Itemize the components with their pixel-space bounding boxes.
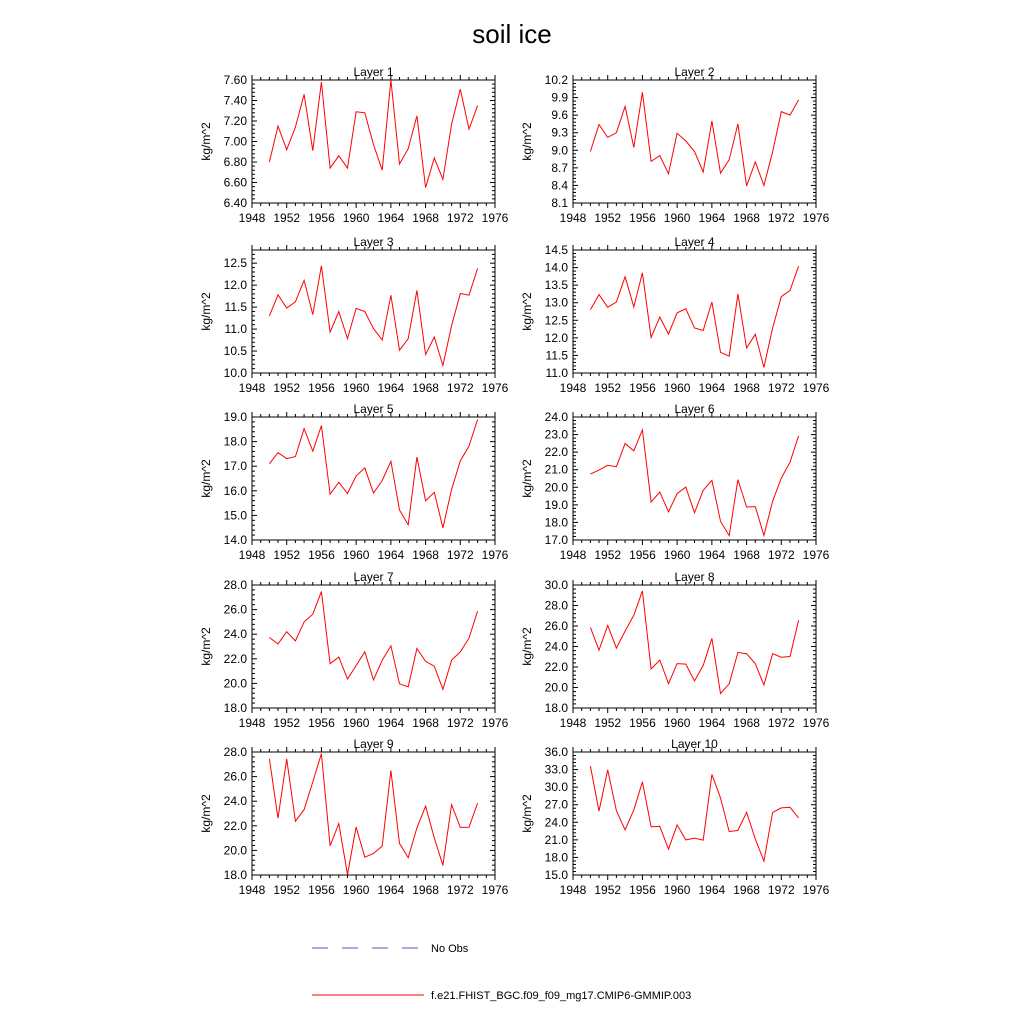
layer-8-xtick-label: 1960: [663, 716, 691, 730]
layer-9-panel: [199, 737, 509, 897]
layer-2-xtick-label: 1956: [629, 211, 656, 225]
layer-2-frame: [573, 80, 816, 203]
layer-6-title: Layer 6: [674, 402, 715, 416]
layer-4-xtick-label: 1952: [594, 381, 622, 395]
layer-2-ytick-label: 9.0: [551, 143, 568, 158]
layer-2-ytick-label: 8.1: [551, 196, 568, 210]
layer-8-ytick-label: 18.0: [544, 701, 568, 715]
layer-4-xtick-label: 1960: [663, 381, 691, 395]
layer-10-ytick-label: 27.0: [544, 797, 568, 812]
layer-2-ytick-label: 9.9: [551, 90, 568, 105]
layer-4-xtick-label: 1964: [698, 381, 726, 395]
layer-7-xtick-label: 1972: [446, 716, 474, 730]
layer-6-ytick-label: 20.0: [544, 480, 568, 495]
layer-6-xtick-label: 1972: [767, 548, 795, 562]
layer-4-xtick-label: 1956: [629, 381, 656, 395]
layer-3-xtick-label: 1956: [308, 381, 335, 395]
layer-4-title: Layer 4: [674, 235, 715, 249]
layer-10-xtick-label: 1952: [594, 883, 622, 897]
layer-10-xtick-label: 1976: [802, 883, 830, 897]
legend: [312, 943, 691, 1002]
layer-8-frame: [573, 585, 816, 708]
layer-6-frame: [573, 417, 816, 540]
layer-9-xtick-label: 1976: [481, 883, 509, 897]
layer-9-xtick-label: 1948: [238, 883, 266, 897]
layer-1-xtick-label: 1972: [446, 211, 474, 225]
layer-5-xtick-label: 1964: [377, 548, 405, 562]
layer-4-frame: [573, 250, 816, 373]
layer-2-ytick-label: 8.4: [551, 178, 568, 193]
layer-5-ytick-label: 14.0: [223, 533, 247, 547]
layer-10-ytick-label: 36.0: [544, 745, 568, 759]
layer-8-ytick-label: 24.0: [544, 639, 568, 654]
layer-1-xtick-label: 1960: [342, 211, 370, 225]
layer-4-ytick-label: 14.5: [544, 243, 568, 257]
layer-3-xtick-label: 1972: [446, 381, 474, 395]
layer-5-panel: [199, 402, 509, 562]
layer-3-xtick-label: 1968: [412, 381, 439, 395]
layer-6-ytick-label: 17.0: [544, 533, 568, 547]
layer-6-ytick-label: 21.0: [544, 462, 568, 477]
layer-10-series-line: [590, 766, 798, 861]
layer-2-xtick-label: 1964: [698, 211, 726, 225]
layer-7-xtick-label: 1956: [308, 716, 335, 730]
layer-3-xtick-label: 1960: [342, 381, 370, 395]
legend-label-model: f.e21.FHIST_BGC.f09_f09_mg17.CMIP6-GMMIP.003: [431, 990, 692, 1002]
layer-9-ytick-label: 18.0: [223, 868, 247, 882]
layer-6-series-line: [590, 430, 798, 536]
layer-10-title: Layer 10: [671, 737, 718, 751]
layer-4-ytick-label: 13.0: [544, 295, 568, 310]
layer-2-ytick-label: 10.2: [544, 73, 568, 87]
layer-2-xtick-label: 1968: [733, 211, 760, 225]
layer-4-ylabel: kg/m^2: [520, 292, 534, 331]
layer-5-xtick-label: 1968: [412, 548, 439, 562]
layer-1-ytick-label: 6.40: [223, 196, 247, 210]
layer-3-ylabel: kg/m^2: [199, 292, 213, 331]
layer-3-title: Layer 3: [353, 235, 394, 249]
layer-10-ytick-label: 30.0: [544, 780, 568, 795]
layer-10-ytick-label: 18.0: [544, 850, 568, 865]
layer-4-xtick-label: 1948: [559, 381, 587, 395]
layer-6-ytick-label: 22.0: [544, 445, 568, 460]
layer-7-xtick-label: 1960: [342, 716, 370, 730]
panels: [199, 65, 830, 897]
layer-2-xtick-label: 1960: [663, 211, 691, 225]
layer-4-ytick-label: 12.5: [544, 313, 568, 328]
layer-5-title: Layer 5: [353, 402, 394, 416]
layer-3-xtick-label: 1952: [273, 381, 301, 395]
layer-1-xtick-label: 1952: [273, 211, 301, 225]
layer-6-ylabel: kg/m^2: [520, 459, 534, 498]
layer-8-ytick-label: 20.0: [544, 680, 568, 695]
layer-1-xtick-label: 1948: [238, 211, 266, 225]
layer-9-xtick-label: 1952: [273, 883, 301, 897]
layer-1-ytick-label: 7.60: [223, 73, 247, 87]
layer-6-panel: [520, 402, 830, 562]
layer-5-ytick-label: 19.0: [223, 410, 247, 424]
layer-1-xtick-label: 1976: [481, 211, 509, 225]
layer-4-ytick-label: 12.0: [544, 330, 568, 345]
layer-8-xtick-label: 1952: [594, 716, 622, 730]
layer-10-xtick-label: 1964: [698, 883, 726, 897]
layer-7-xtick-label: 1968: [412, 716, 439, 730]
layer-3-ytick-label: 10.0: [223, 366, 247, 380]
layer-3-xtick-label: 1976: [481, 381, 509, 395]
layer-5-xtick-label: 1976: [481, 548, 509, 562]
layer-6-xtick-label: 1956: [629, 548, 656, 562]
layer-1-ytick-label: 6.80: [223, 155, 247, 169]
layer-5-xtick-label: 1956: [308, 548, 335, 562]
layer-4-ytick-label: 11.0: [545, 366, 568, 380]
layer-10-xtick-label: 1948: [559, 883, 587, 897]
layer-6-xtick-label: 1968: [733, 548, 760, 562]
layer-2-ytick-label: 9.6: [551, 108, 568, 123]
layer-3-frame: [252, 250, 495, 373]
layer-10-ylabel: kg/m^2: [520, 794, 534, 833]
layer-8-xtick-label: 1956: [629, 716, 656, 730]
layer-7-xtick-label: 1976: [481, 716, 509, 730]
layer-9-xtick-label: 1972: [446, 883, 474, 897]
layer-6-xtick-label: 1964: [698, 548, 726, 562]
layer-5-frame: [252, 417, 495, 540]
layer-6-xtick-label: 1976: [802, 548, 830, 562]
layer-8-ytick-label: 28.0: [544, 598, 568, 613]
layer-4-series-line: [590, 266, 798, 367]
layer-1-xtick-label: 1956: [308, 211, 335, 225]
layer-5-xtick-label: 1960: [342, 548, 370, 562]
layer-1-xtick-label: 1968: [412, 211, 439, 225]
layer-9-ytick-label: 24.0: [223, 794, 247, 809]
layer-3-series-line: [269, 266, 477, 366]
layer-9-ylabel: kg/m^2: [199, 794, 213, 833]
layer-9-ytick-label: 26.0: [223, 769, 247, 784]
layer-4-ytick-label: 14.0: [544, 260, 568, 275]
layer-10-xtick-label: 1960: [663, 883, 691, 897]
layer-7-panel: [199, 570, 509, 730]
layer-6-ytick-label: 19.0: [544, 497, 568, 512]
layer-3-panel: [199, 235, 509, 395]
layer-2-panel: [520, 65, 830, 225]
layer-3-ytick-label: 12.0: [223, 278, 247, 293]
layer-10-ytick-label: 21.0: [544, 832, 568, 847]
figure-title: soil ice: [472, 19, 552, 49]
layer-9-ytick-label: 22.0: [223, 818, 247, 833]
layer-2-xtick-label: 1976: [802, 211, 830, 225]
layer-8-ytick-label: 22.0: [544, 660, 568, 674]
layer-8-xtick-label: 1948: [559, 716, 587, 730]
layer-4-ytick-label: 11.5: [545, 348, 568, 363]
layer-5-ylabel: kg/m^2: [199, 459, 213, 498]
layer-8-xtick-label: 1972: [767, 716, 795, 730]
layer-7-title: Layer 7: [353, 570, 394, 584]
layer-4-panel: [520, 235, 830, 395]
layer-10-frame: [573, 752, 816, 875]
layer-6-xtick-label: 1948: [559, 548, 587, 562]
layer-3-ytick-label: 11.0: [224, 322, 247, 337]
layer-6-xtick-label: 1960: [663, 548, 691, 562]
layer-5-xtick-label: 1972: [446, 548, 474, 562]
layer-5-series-line: [269, 420, 477, 528]
layer-1-ylabel: kg/m^2: [199, 122, 213, 161]
layer-9-xtick-label: 1964: [377, 883, 405, 897]
layer-7-ytick-label: 22.0: [223, 651, 247, 666]
layer-5-xtick-label: 1948: [238, 548, 266, 562]
layer-7-ytick-label: 26.0: [223, 602, 247, 617]
layer-8-xtick-label: 1968: [733, 716, 760, 730]
layer-1-ytick-label: 6.60: [223, 175, 247, 190]
layer-4-ytick-label: 13.5: [544, 278, 568, 293]
layer-3-ytick-label: 10.5: [223, 344, 247, 359]
layer-7-ytick-label: 18.0: [223, 701, 247, 715]
layer-9-xtick-label: 1960: [342, 883, 370, 897]
layer-2-ylabel: kg/m^2: [520, 122, 534, 161]
layer-10-ytick-label: 15.0: [544, 868, 568, 882]
layer-2-xtick-label: 1948: [559, 211, 587, 225]
layer-1-ytick-label: 7.00: [223, 134, 247, 149]
layer-4-xtick-label: 1976: [802, 381, 830, 395]
layer-7-xtick-label: 1948: [238, 716, 266, 730]
layer-8-xtick-label: 1976: [802, 716, 830, 730]
layer-7-frame: [252, 585, 495, 708]
layer-7-ytick-label: 28.0: [223, 578, 247, 592]
layer-7-xtick-label: 1952: [273, 716, 301, 730]
layer-5-xtick-label: 1952: [273, 548, 301, 562]
layer-9-xtick-label: 1956: [308, 883, 335, 897]
layer-1-series-line: [269, 80, 477, 188]
layer-7-ytick-label: 20.0: [223, 676, 247, 691]
layer-8-series-line: [590, 591, 798, 694]
layer-1-frame: [252, 80, 495, 203]
layer-2-title: Layer 2: [674, 65, 715, 79]
layer-4-xtick-label: 1968: [733, 381, 760, 395]
layer-7-xtick-label: 1964: [377, 716, 405, 730]
layer-6-xtick-label: 1952: [594, 548, 622, 562]
layer-10-ytick-label: 24.0: [544, 815, 568, 830]
layer-5-ytick-label: 16.0: [223, 483, 247, 498]
layer-6-ytick-label: 23.0: [544, 427, 568, 442]
legend-label-no-obs: No Obs: [431, 943, 469, 955]
layer-1-xtick-label: 1964: [377, 211, 405, 225]
layer-8-title: Layer 8: [674, 570, 715, 584]
layer-10-xtick-label: 1968: [733, 883, 760, 897]
layer-3-ytick-label: 11.5: [224, 300, 247, 315]
layer-9-xtick-label: 1968: [412, 883, 439, 897]
layer-3-ytick-label: 12.5: [223, 256, 247, 271]
layer-1-title: Layer 1: [353, 65, 394, 79]
layer-1-ytick-label: 7.20: [223, 114, 247, 128]
layer-2-xtick-label: 1972: [767, 211, 795, 225]
layer-3-xtick-label: 1948: [238, 381, 266, 395]
layer-9-ytick-label: 28.0: [223, 745, 247, 759]
layer-4-xtick-label: 1972: [767, 381, 795, 395]
layer-5-ytick-label: 18.0: [223, 434, 247, 449]
layer-5-ytick-label: 17.0: [223, 459, 247, 474]
layer-10-ytick-label: 33.0: [544, 762, 568, 777]
layer-8-xtick-label: 1964: [698, 716, 726, 730]
layer-10-panel: [520, 737, 830, 897]
layer-2-ytick-label: 9.3: [551, 125, 568, 140]
layer-9-series-line: [269, 754, 477, 875]
layer-1-panel: [199, 65, 509, 225]
layer-9-title: Layer 9: [353, 737, 394, 751]
layer-3-xtick-label: 1964: [377, 381, 405, 395]
layer-7-ytick-label: 24.0: [223, 627, 247, 642]
layer-7-series-line: [269, 591, 477, 689]
layer-8-panel: [520, 570, 830, 730]
layer-8-ytick-label: 26.0: [544, 619, 568, 633]
layer-2-ytick-label: 8.7: [551, 160, 568, 175]
layer-10-xtick-label: 1956: [629, 883, 656, 897]
layer-6-ytick-label: 24.0: [544, 410, 568, 424]
layer-8-ytick-label: 30.0: [544, 578, 568, 592]
layer-2-series-line: [590, 92, 798, 186]
layer-10-xtick-label: 1972: [767, 883, 795, 897]
layer-7-ylabel: kg/m^2: [199, 627, 213, 666]
layer-2-xtick-label: 1952: [594, 211, 622, 225]
layer-8-ylabel: kg/m^2: [520, 627, 534, 666]
layer-6-ytick-label: 18.0: [544, 515, 568, 530]
layer-5-ytick-label: 15.0: [223, 508, 247, 523]
layer-9-ytick-label: 20.0: [223, 843, 247, 858]
layer-1-ytick-label: 7.40: [223, 93, 247, 108]
